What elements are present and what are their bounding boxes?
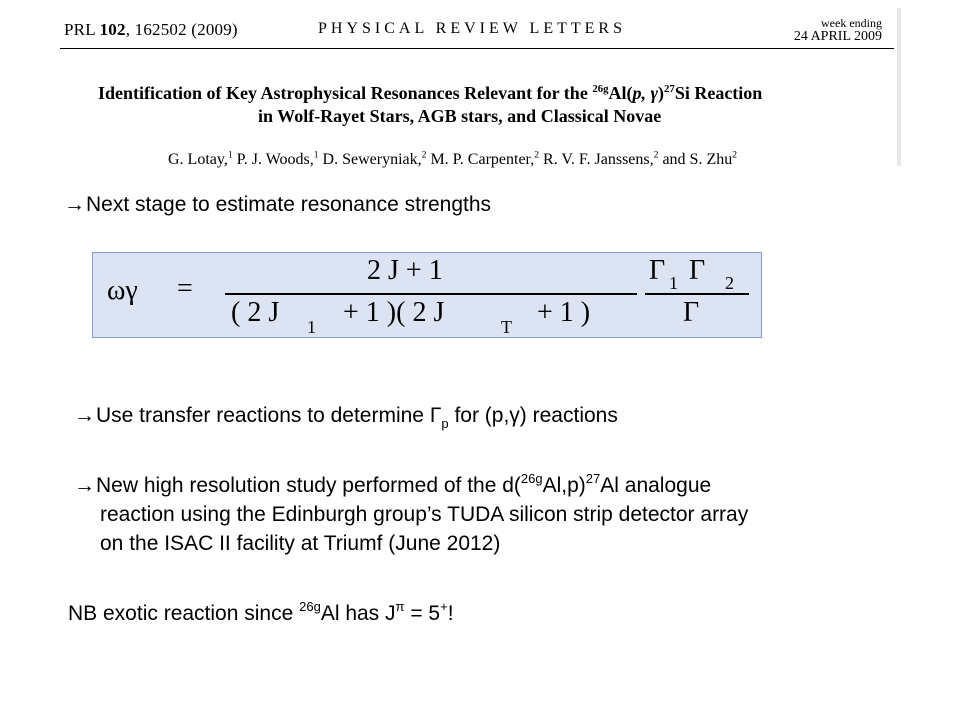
- fraction-bar: [225, 293, 637, 295]
- bullet-tuda-study: →New high resolution study performed of the $d(^{26g}Al,p)^{27}Al$ analogue reaction using the Edinburgh group’s TUDA silicon strip detector array on the ISAC II facility at Triumf (June 2012): [74, 471, 749, 555]
- paper-header: [60, 8, 902, 166]
- formula-denominator-part3: + 1 ): [537, 297, 591, 328]
- formula-denominator-part2: + 1 )( 2 J: [343, 297, 445, 328]
- gamma-2-sub: 2: [725, 273, 734, 293]
- author-list: G. Lotay,$^1$ P. J. Woods,$^1$ D. Seweryniak,$^2$ M. P. Carpenter,$^2$ R. V. F. Janssens,$^2$ and S. Zhu$^2$: [168, 149, 738, 168]
- formula-lhs: ωγ: [107, 275, 138, 306]
- gamma-total: Γ: [683, 297, 700, 328]
- gamma-1-sub: 1: [669, 273, 678, 293]
- header-rule: [60, 48, 894, 49]
- formula-sub-T: T: [501, 317, 512, 337]
- gamma-2: Γ: [689, 255, 706, 286]
- formula-denominator-part1: ( 2 J: [231, 297, 280, 328]
- journal-reference: PRL 102, 162502 (2009): [64, 20, 238, 39]
- week-ending: week ending 24 APRIL 2009: [793, 16, 882, 44]
- paper-edge: [897, 8, 901, 166]
- formula-sub-1: 1: [307, 317, 316, 337]
- formula-numerator: 2 J + 1: [367, 255, 443, 286]
- nb-note: NB exotic reaction since $^{26g}$Al has $J^\pi = 5^+$!: [68, 599, 454, 625]
- formula-box: [92, 252, 762, 338]
- bullet-transfer-reactions: →Use transfer reactions to determine $\Gamma_p$ for (p,γ) reactions: [74, 401, 618, 438]
- journal-name: PHYSICAL REVIEW LETTERS: [318, 20, 626, 37]
- bullet-resonance-strengths: →Next stage to estimate resonance strengths: [64, 190, 491, 219]
- article-title: Identification of Key Astrophysical Resonances Relevant for the $^{26g}$Al(p, γ)$^{27}$Si Reaction in Wolf-Rayet Stars, AGB stars, and Classical Novae: [98, 83, 763, 126]
- gamma-1: Γ: [649, 255, 666, 286]
- arrow-icon: →: [74, 404, 95, 427]
- arrow-icon: →: [64, 193, 85, 216]
- formula-equals: =: [177, 273, 193, 304]
- arrow-icon: →: [74, 474, 95, 497]
- gamma-fraction-bar: [645, 293, 749, 295]
